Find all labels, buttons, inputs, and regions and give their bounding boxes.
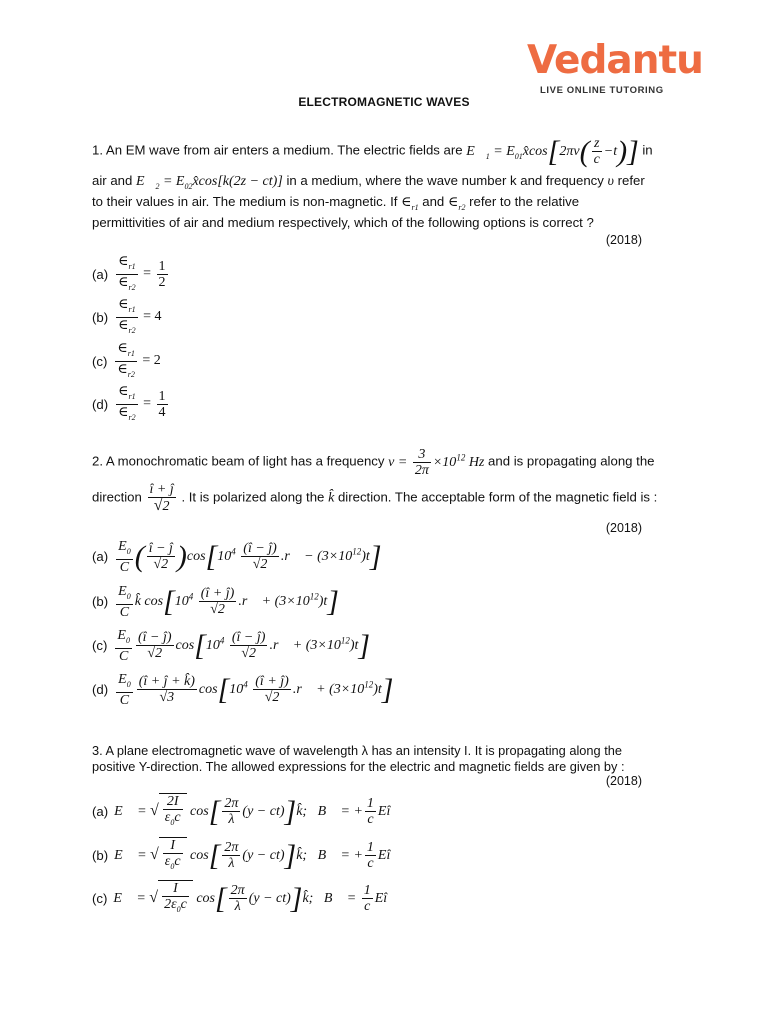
q1-line-4: permittivities of air and medium respectively, which of the following options is correct ? bbox=[92, 215, 594, 230]
q3-option-b[interactable]: (b) E⃗ = √ $\frac{I}{\varepsilon_0c}$ cos[ $\frac{2\pi}{\lambda}$ (y − ct)]k̂; B⃗ = + $\frac{1}{c}$ Eî bbox=[92, 838, 391, 872]
q1-option-a[interactable]: (a) $\frac{\in_{r1}}{\in_{r2}}$ = $\frac{1}{2}$ bbox=[92, 254, 170, 295]
q2-frequency: v = $\frac{3}{2\pi}$ $\times 10^{12}$ Hz bbox=[388, 447, 485, 478]
logo-tagline: LIVE ONLINE TUTORING bbox=[540, 85, 664, 96]
q1-line-1: 1. An EM wave from air enters a medium. The electric fields are $E⃗_1$ = $E_{01}x̂\cos[2\pi v$( $\frac{z}{c}$ −t)] in bbox=[92, 134, 653, 168]
q2-option-a[interactable]: (a) $\frac{E_0}{C}$ ( $\frac{î - ĵ}{√2}$ )$\cos[10^4$ $\frac{(î - ĵ)}{√2}$ .r⃗ − $(3\times 10^{12})t$] bbox=[92, 539, 382, 575]
q2-line-2: direction $\frac{î + ĵ}{√2}$ . It is polarized along the k̂ direction. The acceptable form of the magnetic field is : bbox=[92, 482, 658, 514]
q3-line-2: positive Y-direction. The allowed expressions for the electric and magnetic fields are given by : bbox=[92, 759, 625, 774]
q3-year: (2018) bbox=[605, 774, 642, 788]
q1-year: (2018) bbox=[605, 233, 642, 247]
q2-year: (2018) bbox=[605, 521, 642, 535]
page-title: ELECTROMAGNETIC WAVES bbox=[298, 95, 470, 109]
q1-option-d[interactable]: (d) $\frac{\in_{r1}}{\in_{r2}}$ = $\frac{1}{4}$ bbox=[92, 384, 170, 425]
q2-option-b[interactable]: (b) $\frac{E_0}{C}$ k̂ $\cos[10^4$ $\frac{(î + ĵ)}{√2}$ .r⃗ + $(3\times 10^{12})t$] bbox=[92, 584, 339, 620]
q1-line-2: air and $E⃗_2$ = $E_{02}x̂\cos[k(2z - ct)]$ in a medium, where the wave number k and frequency υ refer bbox=[92, 173, 645, 191]
q1-option-c[interactable]: (c) $\frac{\in_{r1}}{\in_{r2}}$ = 2 bbox=[92, 341, 161, 382]
q3-option-c[interactable]: (c) E⃗ = √ $\frac{I}{2\varepsilon_0c}$ cos[ $\frac{2\pi}{\lambda}$ (y − ct)]k̂; B⃗ = $\frac{1}{c}$ Eî bbox=[92, 881, 388, 915]
q3-line-1: 3. A plane electromagnetic wave of wavelength λ has an intensity I. It is propagating along the bbox=[92, 743, 622, 758]
logo-wordmark: Vedantu bbox=[527, 38, 703, 83]
q2-option-c[interactable]: (c) $\frac{E_0}{C}$ $\frac{(î - ĵ)}{√2}$ $\cos[10^4$ $\frac{(î - ĵ)}{√2}$ .r⃗ + $(3\times 10^{12})t$] bbox=[92, 628, 371, 664]
q1-line-3: to their values in air. The medium is non-magnetic. If $\in_{r1}$ and $\in_{r2}$ refer to the relative bbox=[92, 194, 580, 212]
q1-field-e2: $E⃗_2$ = $E_{02}x̂\cos[k(2z - ct)]$ bbox=[136, 174, 283, 191]
q2-option-d[interactable]: (d) $\frac{E_0}{C}$ $\frac{(î + ĵ + k̂)}{√3}$ $\cos[10^4$ $\frac{(î + ĵ)}{√2}$ .r⃗ + $(3\times 10^{12})t$] bbox=[92, 672, 394, 708]
q1-option-b[interactable]: (b) $\frac{\in_{r1}}{\in_{r2}}$ = 4 bbox=[92, 297, 162, 338]
q1-field-e1: $E⃗_1$ = $E_{01}x̂\cos[2\pi v$( $\frac{z}{c}$ −t)] bbox=[466, 134, 639, 168]
q2-line-1: 2. A monochromatic beam of light has a frequency v = $\frac{3}{2\pi}$ $\times 10^{12}$ Hz and is propagating along the bbox=[92, 447, 655, 478]
q3-option-a[interactable]: (a) E⃗ = √ $\frac{2I}{\varepsilon_0c}$ cos[ $\frac{2\pi}{\lambda}$ (y − ct)]k̂; B⃗ = + $\frac{1}{c}$ Eî bbox=[92, 794, 391, 828]
